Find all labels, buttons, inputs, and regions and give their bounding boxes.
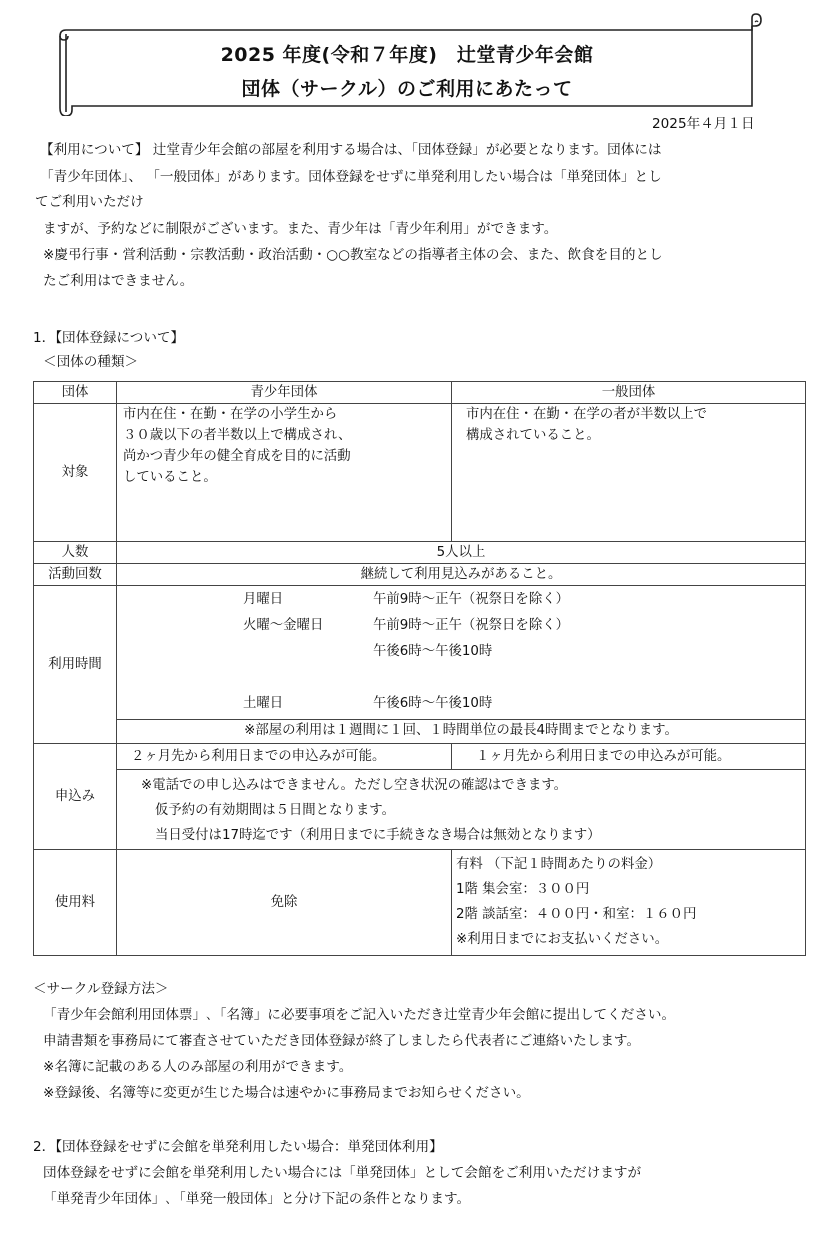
frequency-value: 継続して利用見込みがあること。	[117, 564, 806, 586]
fee-general: 有料 （下記１時間あたりの料金） 1階 集会室：３００円 2階 談話室：４００円・和室：１６０円 ※利用日までにお支払いください。	[452, 850, 806, 956]
target-youth: 市内在住・在勤・在学の小学生から ３０歳以下の者半数以上で構成され、 尚かつ青少年の健全育成を目的に活動 していること。	[117, 404, 452, 542]
hours-weekday-evening: 午後6時～午後10時	[373, 644, 493, 659]
circle-heading: ＜サークル登録方法＞	[33, 981, 169, 997]
hours-row	[34, 586, 806, 720]
frequency-label: 活動回数	[34, 564, 117, 586]
hours-schedule	[117, 586, 806, 720]
circle-line-1: 「青少年会館利用団体票」､「名簿」に必要事項をご記入いただき辻堂青少年会館に提出してください。	[43, 1007, 676, 1023]
hours-blank	[123, 667, 805, 688]
title-banner	[52, 12, 762, 112]
title-line-2: 団体（サークル）のご利用にあたって	[241, 78, 573, 100]
circle-line-3: ※名簿に記載のある人のみ部屋の利用ができます。	[43, 1059, 353, 1075]
hours-monday: 月曜日 午前9時～正午（祝祭日を除く）	[243, 592, 569, 607]
section1-heading: 1．【団体登録について】	[33, 330, 185, 346]
apply-label: 申込み	[34, 744, 117, 850]
apply-general: １ヶ月先から利用日までの申込みが可能。	[452, 744, 806, 770]
hours-weekday: 火曜～金曜日 午前9時～正午（祝祭日を除く）	[243, 618, 569, 633]
issue-date: 2025年４月１日	[652, 116, 755, 132]
section2-heading: 2．【団体登録をせずに会館を単発利用したい場合：単発団体利用】	[33, 1139, 443, 1155]
hours-note: ※部屋の利用は１週間に１回、１時間単位の最長4時間までとなります。	[117, 720, 806, 744]
members-label: 人数	[34, 542, 117, 564]
header-youth: 青少年団体	[117, 382, 452, 404]
apply-row	[34, 744, 806, 770]
target-label: 対象	[34, 404, 117, 542]
title-line-1: 2025 年度(令和７年度) 辻堂青少年会館	[220, 44, 594, 66]
section1-subheading: ＜団体の種類＞	[43, 354, 139, 370]
fee-label: 使用料	[34, 850, 117, 956]
apply-notes: ※電話での申し込みはできません。ただし空き状況の確認はできます。 仮予約の有効期間は５日間となります。 当日受付は17時迄です（利用日までに手続きなき場合は無効となります）	[117, 770, 806, 850]
hours-saturday: 土曜日 午後6時～午後10時	[243, 696, 493, 711]
members-value: 5人以上	[117, 542, 806, 564]
frequency-row	[34, 564, 806, 586]
header-group: 団体	[34, 382, 117, 404]
header-general: 一般団体	[452, 382, 806, 404]
section2-line-1: 団体登録をせずに会館を単発利用したい場合には「単発団体」として会館をご利用いただけますが	[43, 1165, 642, 1181]
intro-line-3: てご利用いただけ	[35, 194, 144, 210]
table-header-row	[34, 382, 806, 404]
apply-youth: ２ヶ月先から利用日までの申込みが可能。	[117, 744, 452, 770]
intro-line-5: ※慶弔行事・営利活動・宗教活動・政治活動・○○教室などの指導者主体の会、また、飲食を目的とし	[43, 247, 663, 263]
circle-line-2: 申請書類を事務局にて審査させていただき団体登録が終了しましたら代表者にご連絡いたします。	[43, 1033, 641, 1049]
hours-label: 利用時間	[34, 586, 117, 744]
circle-line-4: ※登録後、名簿等に変更が生じた場合は速やかに事務局までお知らせください。	[43, 1085, 530, 1101]
intro-line-1: 【利用について】 辻堂青少年会館の部屋を利用する場合は、「団体登録」が必要となります。団体には	[40, 142, 662, 158]
intro-line-6: たご利用はできません。	[43, 273, 194, 289]
intro-line-2: 「青少年団体」、 「一般団体」があります。団体登録をせずに単発利用したい場合は「単発団体」とし	[40, 169, 662, 185]
intro-line-4: ますが、予約などに制限がございます。また、青少年は「青少年利用」ができます。	[43, 221, 558, 237]
fee-youth: 免除	[117, 850, 452, 956]
fee-row	[34, 850, 806, 956]
members-row	[34, 542, 806, 564]
apply-notes-row	[34, 770, 806, 850]
section2-line-2: 「単発青少年団体」､「単発一般団体」と分け下記の条件となります。	[43, 1191, 471, 1207]
target-row	[34, 404, 806, 542]
target-general: 市内在住・在勤・在学の者が半数以上で 構成されていること。	[452, 404, 806, 542]
hours-note-row	[34, 720, 806, 744]
group-types-table	[33, 381, 806, 956]
